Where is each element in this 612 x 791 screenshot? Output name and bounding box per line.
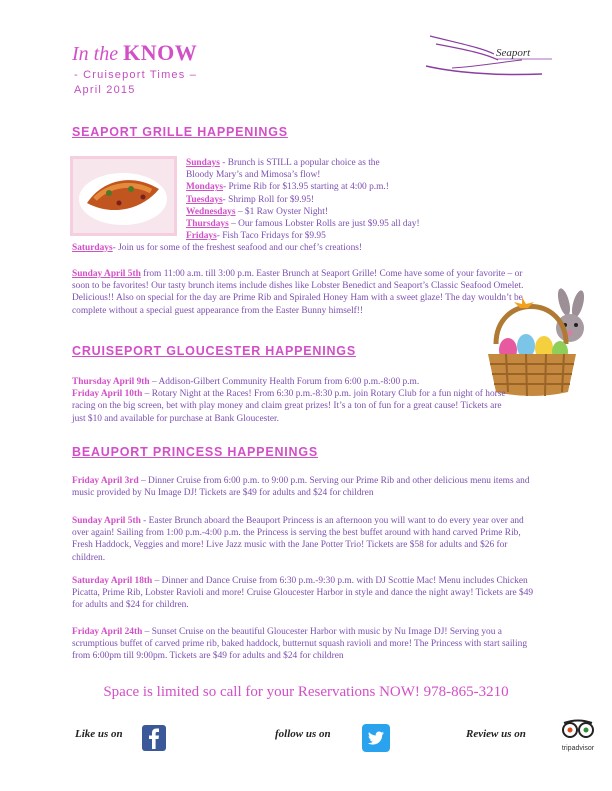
gloucester-heading: CRUISEPORT GLOUCESTER HAPPENINGS (72, 344, 356, 358)
newsletter-title (72, 40, 197, 66)
menu-line-saturdays: Saturdays- Join us for some of the freshest seafood and our chef’s creations! (72, 243, 363, 253)
menu-line-fridays: Fridays- Fish Taco Fridays for $9.95 (186, 231, 326, 242)
beauport-event-3: Saturday April 18th – Dinner and Dance Cruise from 6:30 p.m.-9:30 p.m. with DJ Scottie Mac! Menu includes Chicken Picatta, Prime Rib, Lobster Ravioli and more! Cruise Gloucester Harbor in style and dance the night away! Tickets are $49 for adults and $24 for children. (72, 576, 534, 611)
tripadvisor-text: tripadvisor (561, 745, 595, 752)
newsletter-subtitle (74, 68, 197, 98)
subtitle-line2: April 2015 (74, 84, 136, 96)
food-image (73, 159, 174, 233)
beauport-event-4: Friday April 24th – Sunset Cruise on the beautiful Gloucester Harbor with music by Nu Image DJ! Serving you a scrumptious buffet of carved prime rib, baked haddock, butternut squash ravioli and more! The Princess with start sailing from 6:00pm till 9:00pm. Tickets are $49 for adults and $24 for children (72, 627, 528, 662)
food-photo (70, 156, 177, 236)
title-main: KNOW (123, 40, 198, 65)
twitter-icon[interactable] (362, 724, 390, 752)
menu-line-sundays-cont: Bloody Mary’s and Mimosa’s flow! (186, 170, 321, 181)
gloucester-event-1: Thursday April 9th – Addison-Gilbert Community Health Forum from 6:00 p.m.-8:00 p.m. (72, 377, 420, 387)
beauport-heading: BEAUPORT PRINCESS HAPPENINGS (72, 445, 319, 459)
beauport-event-1: Friday April 3rd – Dinner Cruise from 6:00 p.m. to 9:00 p.m. Serving our Prime Rib and other delicious menu items and music provided by Nu Image DJ! Tickets are $49 for adults and $24 for children (72, 476, 530, 499)
easter-date: Sunday April 5th (72, 269, 141, 279)
title-prefix: In the (72, 43, 124, 65)
easter-text: from 11:00 a.m. till 3:00 p.m. Easter Brunch at Seaport Grille! Come have some of your favorite – or soon to be favorites! Our tasty brunch items include dishes like Lobster Benedict and Seaport’s Classic Seafood Omelet. Delicious!! Also on special for the day are Prime Rib and Spiraled Honey Ham with a sweet glaze! The day wouldn’t be complete without a special guest appearance from the Easter Bunny himself!! (72, 269, 524, 316)
menu-line-thursdays: Thursdays – Our famous Lobster Rolls are just $9.95 all day! (186, 219, 420, 230)
beauport-event-2: Sunday April 5th - Easter Brunch aboard the Beauport Princess is an afternoon you will want to do every year over and over again! Sailing from 1:00 p.m.-4:00 p.m. the Princess is serving the best buffet around with hand carved Prime Rib, Fresh Haddock, Veggies and more! Live Jazz music with the Jane Potter Trio! Tickets are $58 for adults and $26 for children. (72, 516, 524, 563)
menu-line-sundays: Sundays - Brunch is STILL a popular choice as the (186, 158, 380, 168)
grille-menu (186, 157, 420, 242)
subtitle-line1: - Cruiseport Times – (74, 69, 198, 81)
review-us-label: Review us on (466, 728, 526, 740)
menu-line-wednesdays: Wednesdays – $1 Raw Oyster Night! (186, 206, 328, 217)
gloucester-events (72, 376, 512, 425)
tripadvisor-icon[interactable] (556, 718, 600, 752)
gloucester-event-2: Friday April 10th – Rotary Night at the Races! From 6:30 p.m.-8:30 p.m. join Rotary Club for a fun night of horse racing on the big screen, bet with play money and claim great prizes! It’s a ton of fun for a great cause! Tickets are just $10 and available for purchase at Bank Gloucester. (72, 389, 506, 424)
grille-heading: SEAPORT GRILLE HAPPENINGS (72, 125, 288, 139)
like-us-label: Like us on (75, 728, 123, 740)
logo-text: Seaport (496, 47, 531, 59)
menu-line-tuesdays: Tuesdays- Shrimp Roll for $9.95! (186, 194, 315, 205)
menu-line-mondays: Mondays- Prime Rib for $13.95 starting at 4:00 p.m.! (186, 182, 389, 193)
facebook-icon[interactable] (142, 725, 166, 751)
follow-us-label: follow us on (275, 728, 331, 740)
reservations-call-to-action: Space is limited so call for your Reservations NOW! 978-865-3210 (103, 684, 509, 700)
easter-brunch-paragraph (72, 268, 532, 317)
seaport-ship-logo (422, 26, 562, 86)
